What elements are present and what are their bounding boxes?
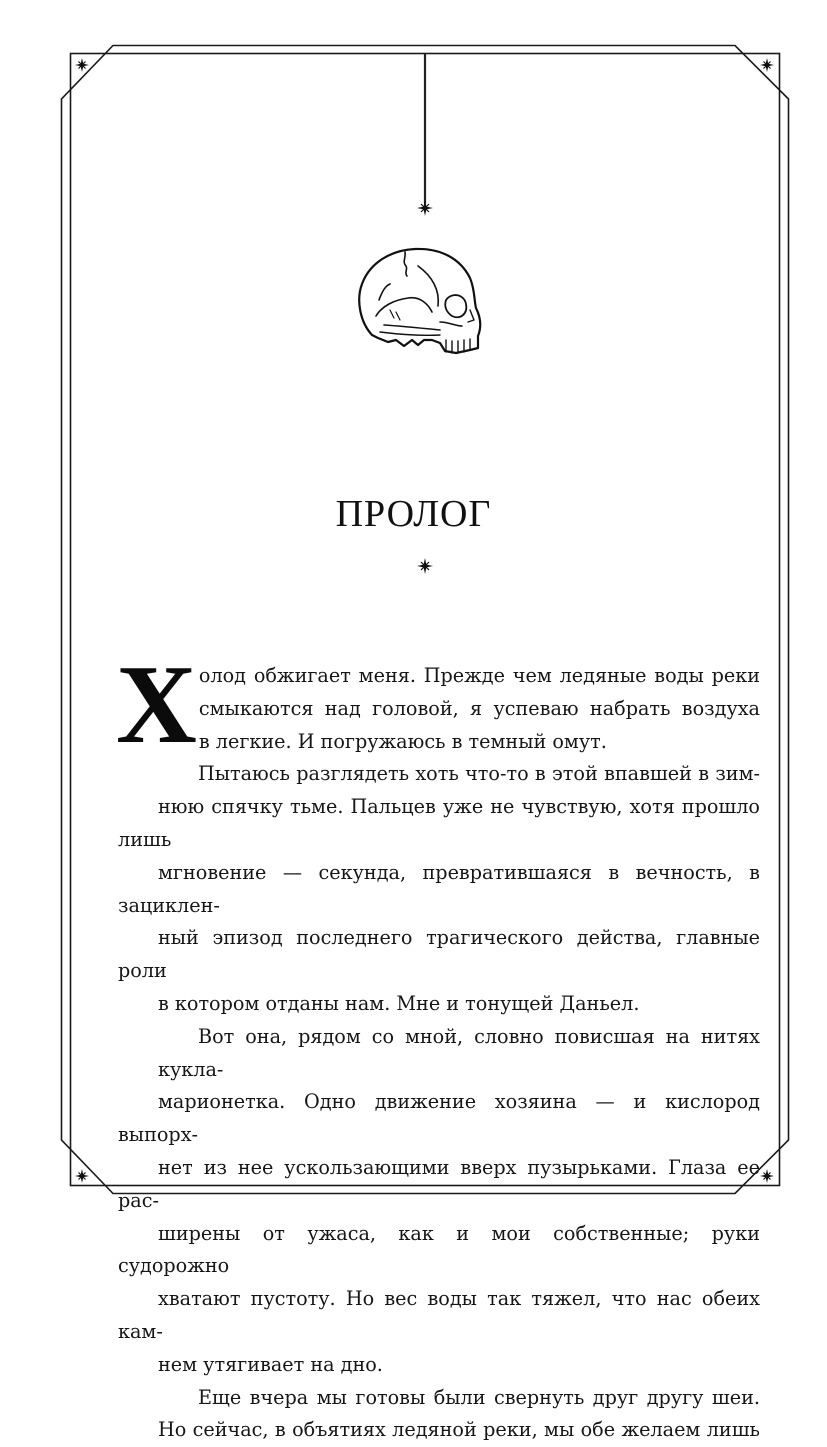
- text-line: нет из нее ускользающими вверх пузырьками. Глаза ее рас-: [118, 1155, 760, 1212]
- text-line: в котором отданы нам. Мне и тонущей Даньел.: [158, 991, 640, 1015]
- text-line: ширены от ужаса, как и мои собственные; руки судорожно: [118, 1221, 760, 1278]
- text-line: ный эпизод последнего трагического действа, главные роли: [118, 926, 760, 983]
- text-line: смыкаются над головой, я успеваю набрать воздуха: [198, 696, 760, 720]
- text-line: Пытаюсь разглядеть хоть что-то в этой впавшей в зим-: [198, 762, 760, 786]
- text-line: Вот она, рядом со мной, словно повисшая на нитях кукла-: [158, 1024, 760, 1081]
- chapter-title: ПРОЛОГ: [335, 493, 492, 535]
- text-line: нем утягивает на дно.: [158, 1352, 383, 1376]
- paragraph-1: [116, 643, 760, 767]
- text-line: олод обжигает меня. Прежде чем ледяные воды реки: [198, 664, 760, 687]
- text-line: хватают пустоту. Но вес воды так тяжел, что нас обеих кам-: [118, 1287, 760, 1343]
- drop-cap: Х: [116, 643, 197, 767]
- text-line: в легкие. И погружаюсь в темный омут.: [198, 729, 607, 753]
- paragraph-3: [118, 1021, 760, 1382]
- text-line: Но сейчас, в объятиях ледяной реки, мы обе желаем лишь: [158, 1418, 760, 1442]
- text-line: марионетка. Одно движение хозяина — и кислород выпорх-: [118, 1090, 760, 1147]
- text-line: нюю спячку тьме. Пальцев уже не чувствую, хотя прошло лишь: [118, 795, 760, 851]
- chapter-body: [116, 643, 760, 1447]
- skull-illustration-icon: [359, 249, 480, 353]
- paragraph-2: [118, 758, 760, 1020]
- text-line: мгновение — секунда, превратившаяся в вечность, в зациклен-: [118, 860, 760, 917]
- text-line: Еще вчера мы готовы были свернуть друг другу шеи.: [198, 1385, 760, 1409]
- paragraph-4: [118, 1382, 760, 1447]
